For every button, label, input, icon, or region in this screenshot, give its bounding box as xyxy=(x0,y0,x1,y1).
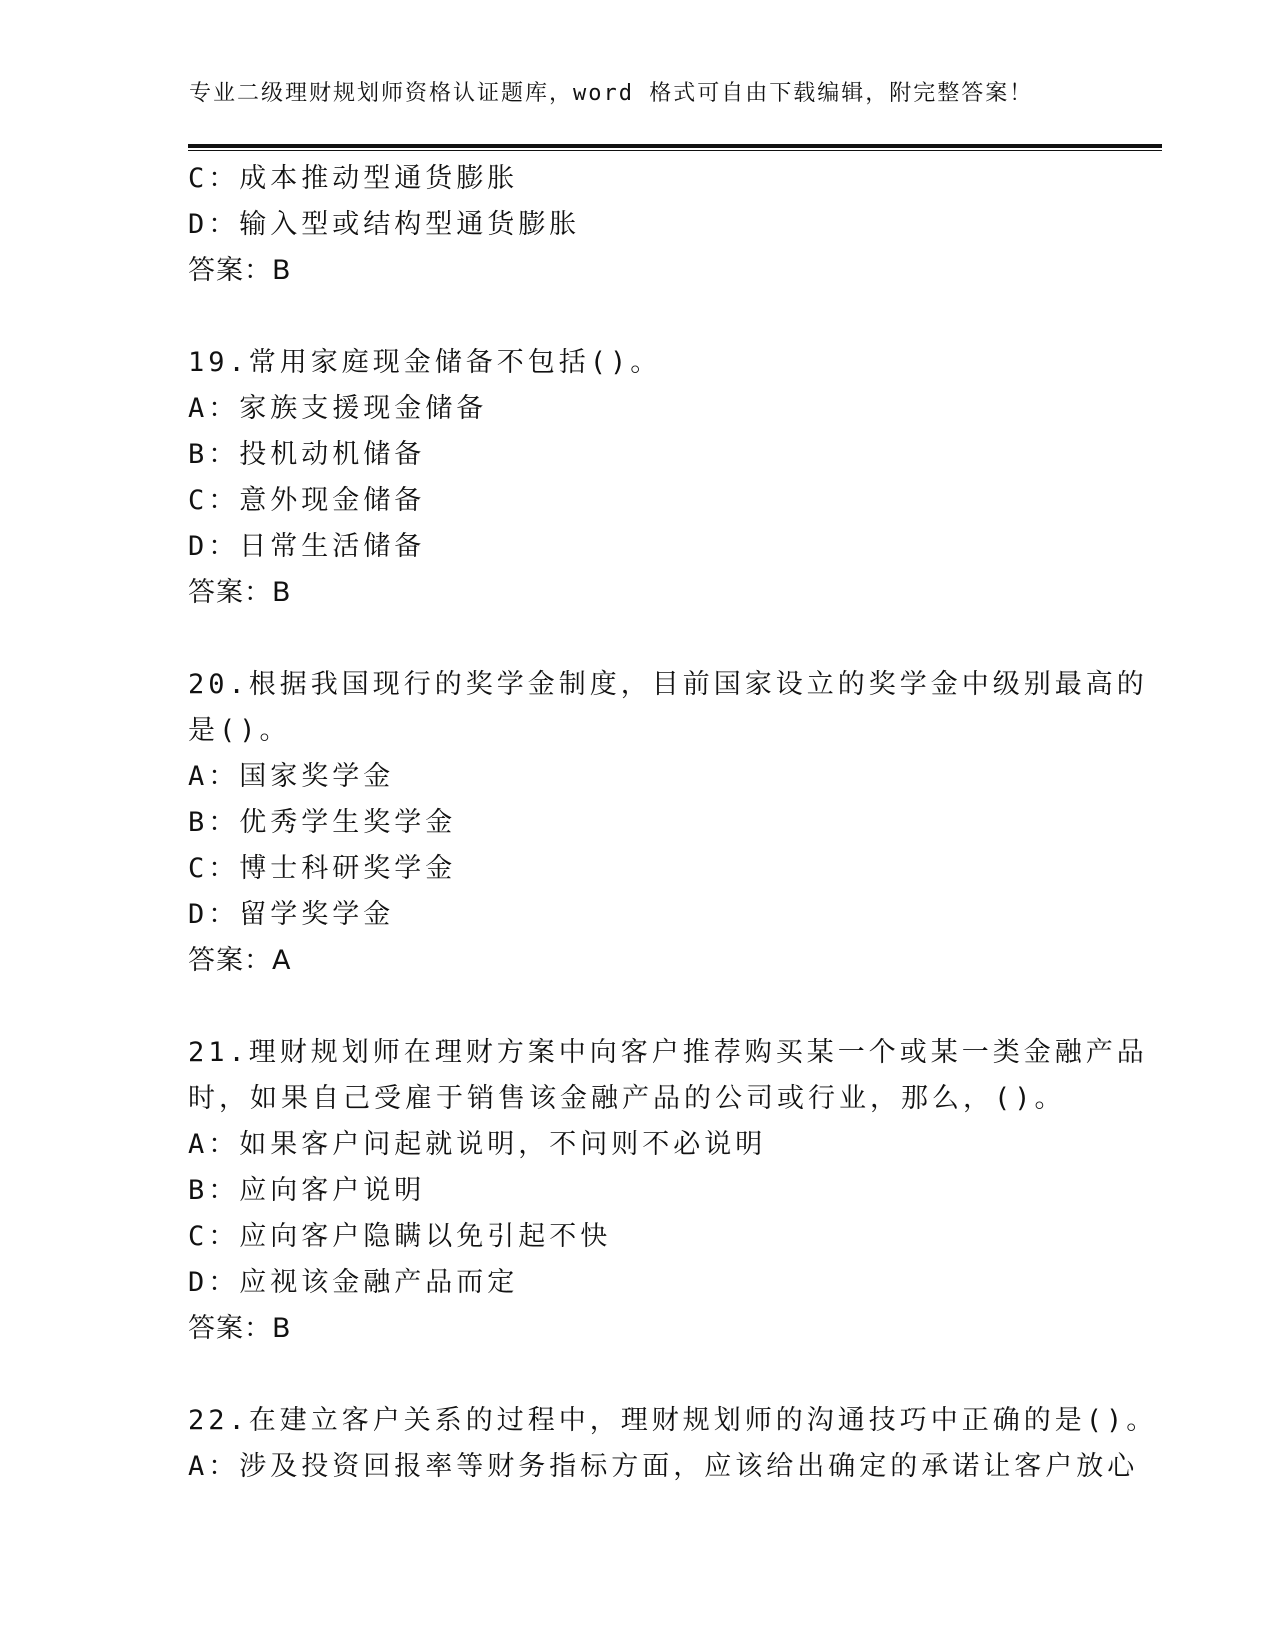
document-header: 专业二级理财规划师资格认证题库，word 格式可自由下载编辑，附完整答案！ xyxy=(189,81,1034,106)
question-list xyxy=(188,156,1158,1490)
question-gap xyxy=(188,294,1088,340)
question-22 xyxy=(188,1398,1158,1490)
option-d: D：应视该金融产品而定 xyxy=(188,1267,519,1298)
option-c: C：博士科研奖学金 xyxy=(188,853,457,884)
option-a: A：家族支援现金储备 xyxy=(188,393,488,424)
answer-line: 答案：B xyxy=(188,1313,292,1344)
question-gap xyxy=(188,984,1088,1030)
header-rule-thick xyxy=(188,144,1162,148)
option-b: B：应向客户说明 xyxy=(188,1175,426,1206)
question-19 xyxy=(188,340,1088,616)
option-c: C：意外现金储备 xyxy=(188,485,426,516)
option-c: C：应向客户隐瞒以免引起不快 xyxy=(188,1221,612,1252)
question-stem: 21.理财规划师在理财方案中向客户推荐购买某一个或某一类金融产品 xyxy=(188,1037,1148,1068)
option-d: D：输入型或结构型通货膨胀 xyxy=(188,209,581,240)
option-d: D：日常生活储备 xyxy=(188,531,426,562)
option-a: A：国家奖学金 xyxy=(188,761,395,792)
question-18-fragment xyxy=(188,156,1088,294)
header-rule-thin xyxy=(188,150,1162,151)
answer-line: 答案：B xyxy=(188,255,292,286)
option-c: C：成本推动型通货膨胀 xyxy=(188,163,519,194)
question-20 xyxy=(188,662,1148,984)
question-stem-continued: 是()。 xyxy=(188,715,291,746)
question-stem: 19.常用家庭现金储备不包括()。 xyxy=(188,347,662,378)
question-21 xyxy=(188,1030,1148,1352)
option-b: B：优秀学生奖学金 xyxy=(188,807,457,838)
option-a: A：涉及投资回报率等财务指标方面，应该给出确定的承诺让客户放心 xyxy=(188,1451,1139,1482)
option-d: D：留学奖学金 xyxy=(188,899,395,930)
answer-line: 答案：B xyxy=(188,577,292,608)
question-gap xyxy=(188,616,1088,662)
question-stem-continued: 时，如果自己受雇于销售该金融产品的公司或行业，那么，()。 xyxy=(188,1083,1066,1114)
option-a: A：如果客户问起就说明，不问则不必说明 xyxy=(188,1129,767,1160)
question-stem: 20.根据我国现行的奖学金制度，目前国家设立的奖学金中级别最高的 xyxy=(188,669,1148,700)
question-gap xyxy=(188,1352,1088,1398)
answer-line: 答案：A xyxy=(188,945,292,976)
option-b: B：投机动机储备 xyxy=(188,439,426,470)
question-stem: 22.在建立客户关系的过程中，理财规划师的沟通技巧中正确的是()。 xyxy=(188,1405,1158,1436)
